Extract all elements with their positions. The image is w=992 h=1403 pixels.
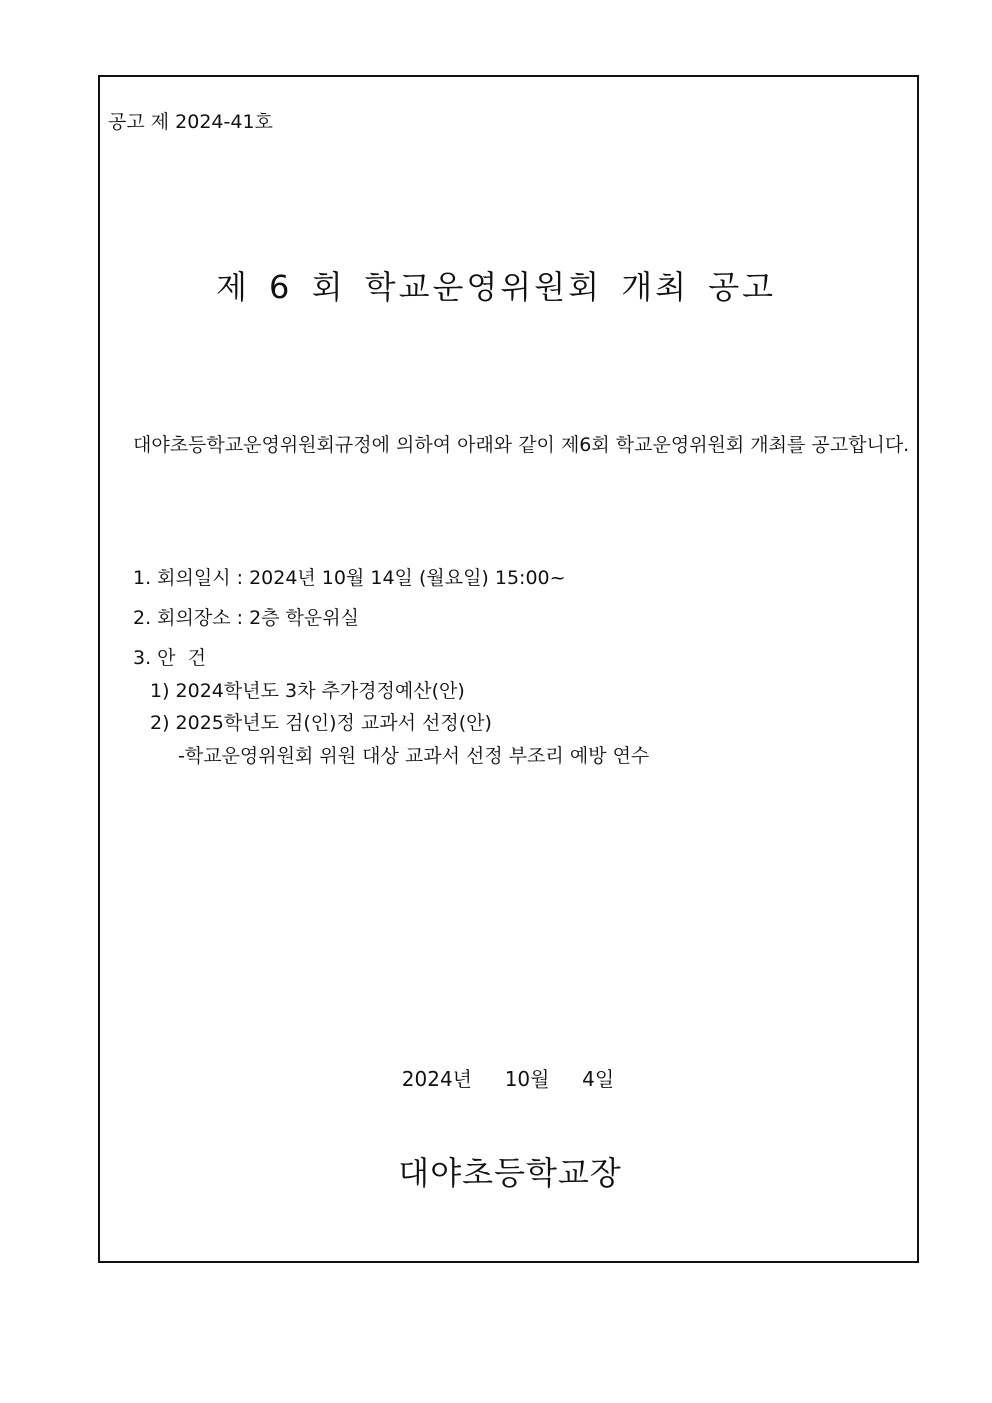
page-title: 제 6 회 학교운영위원회 개최 공고 [215, 268, 777, 306]
agenda-heading: 3. 안 건 [133, 647, 206, 669]
signer-name: 대야초등학교장 [398, 1154, 622, 1192]
agenda-item-budget: 1) 2024학년도 3차 추가경정예산(안) [150, 680, 465, 702]
notice-number: 공고 제 2024-41호 [108, 111, 273, 133]
agenda-note-training: -학교운영위원회 위원 대상 교과서 선정 부조리 예방 연수 [178, 745, 650, 767]
intro-paragraph: 대야초등학교운영위원회규정에 의하여 아래와 같이 제6회 학교운영위원회 개최를 공고합니다. [133, 434, 910, 456]
meeting-datetime: 1. 회의일시 : 2024년 10월 14일 (월요일) 15:00~ [133, 567, 566, 589]
issue-date: 2024년 10월 4일 [401, 1067, 615, 1091]
agenda-item-textbook: 2) 2025학년도 검(인)정 교과서 선정(안) [150, 712, 492, 734]
meeting-location: 2. 회의장소 : 2층 학운위실 [133, 607, 359, 629]
